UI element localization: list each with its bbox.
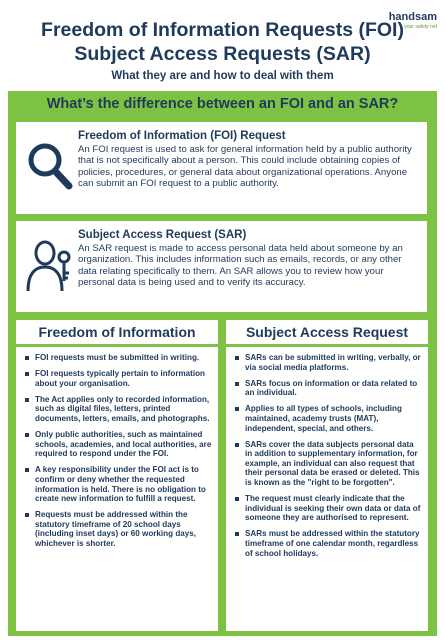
list-item: FOI requests must be submitted in writing. <box>24 353 212 363</box>
sar-card-title: Subject Access Request (SAR) <box>78 229 247 241</box>
list-item: Requests must be addressed within the statutory timeframe of 20 school days (including inset days) or 60 working days, whichever is shorter. <box>24 510 212 548</box>
magnifying-glass-icon <box>24 136 74 196</box>
foi-bullet-list <box>24 353 212 549</box>
sar-card-body: An SAR request is made to access personal data held about someone by an organization. This includes information such as emails, records, or any other data relating specifically to them. An SAR allows you to review how your personal data is being used and to verify its accuracy. <box>78 243 403 288</box>
foi-column-heading: Freedom of Information <box>16 320 218 344</box>
list-item: SARs cover the data subjects personal data in addition to supplementary information, for example, an individual can also request that their personal data be erased or deleted. This is known as the "right to be forgotten". <box>234 440 422 488</box>
page-title <box>0 18 445 66</box>
list-item: SARs focus on information or data related to an individual. <box>234 379 422 398</box>
list-item: The request must clearly indicate that the individual is seeking their own data or data of someone they are authorised to represent. <box>234 494 422 523</box>
brand-tagline: your safety net <box>404 24 437 30</box>
foi-definition-card <box>16 122 427 214</box>
list-item: SARs can be submitted in writing, verbally, or via social media platforms. <box>234 353 422 372</box>
foi-column <box>16 347 218 631</box>
title-line-foi: Freedom of Information Requests (FOI) <box>41 19 404 41</box>
list-item: FOI requests typically pertain to information about your organisation. <box>24 369 212 388</box>
list-item: Only public authorities, such as maintained schools, academies, and local authorities, are required to respond under the FOI. <box>24 430 212 459</box>
list-item: Applies to all types of schools, including maintained, academy trusts (MAT), independent, special, and others. <box>234 404 422 433</box>
list-item: SARs must be addressed within the statutory timeframe of one calendar month, regardless of school holidays. <box>234 529 422 558</box>
page-subtitle: What they are and how to deal with them <box>111 70 334 82</box>
foi-card-title: Freedom of Information (FOI) Request <box>78 130 286 142</box>
sar-column <box>226 347 428 631</box>
list-item: The Act applies only to recorded information, such as digital files, letters, printed documents, letters, emails, and photographs. <box>24 395 212 424</box>
sar-column-heading: Subject Access Request <box>226 320 428 344</box>
sar-definition-card <box>16 221 427 312</box>
list-item: A key responsibility under the FOI act is to confirm or deny whether the requested information is held. There is no obligation to create new information to fulfill a request. <box>24 465 212 503</box>
brand-name: handsam <box>388 11 437 23</box>
difference-heading: What’s the difference between an FOI and an SAR? <box>46 96 399 112</box>
foi-card-body: An FOI request is used to ask for general information held by a public authority that is not specifically about a person. This could include obtaining copies of policies, procedures, or general data about organizational operations. Anyone can submit an FOI request to a public authority. <box>78 144 412 189</box>
person-with-key-icon <box>24 235 74 295</box>
sar-bullet-list <box>234 353 422 558</box>
title-line-sar: Subject Access Requests (SAR) <box>74 43 371 65</box>
